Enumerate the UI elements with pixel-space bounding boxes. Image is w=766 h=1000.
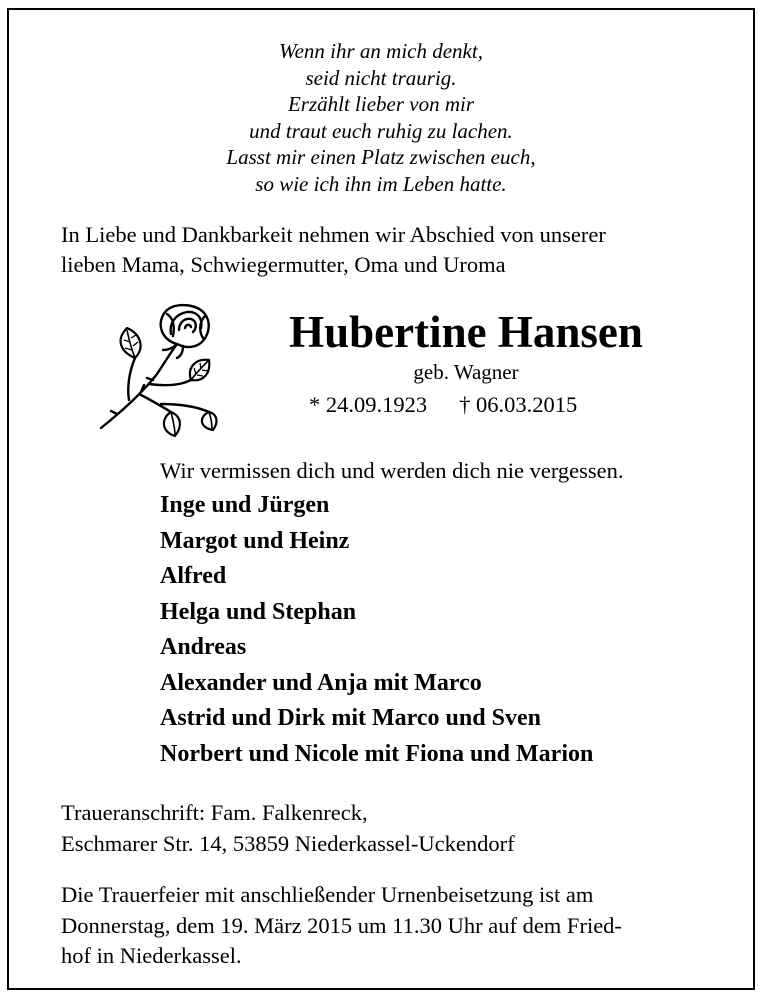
intro-text (61, 220, 606, 280)
obituary-notice (7, 8, 755, 990)
mourners-list (160, 488, 593, 772)
remembrance-line: Wir vermissen dich und werden dich nie vergessen. (160, 458, 624, 483)
mourner-entry: Alfred (160, 563, 227, 589)
mourner-entry: Helga und Stephan (160, 598, 357, 625)
funeral-line: Donnerstag, dem 19. März 2015 um 11.30 Uhr auf dem Fried- (61, 912, 622, 938)
funeral-line: hof in Niederkassel. (61, 943, 242, 968)
intro-line: lieben Mama, Schwiegermutter, Oma und Uroma (61, 252, 506, 277)
poem (9, 38, 753, 197)
mourner-entry: Inge und Jürgen (160, 492, 330, 518)
poem-line: Lasst mir einen Platz zwischen euch, (226, 145, 536, 169)
intro-line: In Liebe und Dankbarkeit nehmen wir Abschied von unserer (61, 222, 606, 247)
address-line: Traueranschrift: Fam. Falkenreck, (61, 800, 368, 825)
deceased-name: Hubertine Hansen (289, 307, 643, 357)
poem-line: seid nicht traurig. (305, 65, 457, 90)
maiden-name: geb. Wagner (413, 360, 519, 384)
rose-icon (91, 300, 221, 440)
death-date: † 06.03.2015 (459, 392, 578, 417)
mourner-entry: Astrid und Dirk mit Marco und Sven (160, 705, 541, 731)
mourning-address (61, 798, 515, 859)
funeral-line: Die Trauerfeier mit anschließender Urnenbeisetzung ist am (61, 882, 594, 907)
poem-line: Erzählt lieber von mir (287, 92, 475, 116)
funeral-details (61, 880, 622, 972)
address-line: Eschmarer Str. 14, 53859 Niederkassel-Uckendorf (61, 830, 515, 856)
mourner-entry: Margot und Heinz (160, 527, 350, 554)
life-dates (309, 390, 577, 420)
mourner-entry: Norbert und Nicole mit Fiona und Marion (160, 740, 594, 767)
poem-line: und traut euch ruhig zu lachen. (249, 118, 513, 143)
mourner-entry: Alexander und Anja mit Marco (160, 669, 482, 696)
birth-date: * 24.09.1923 (309, 392, 428, 417)
mourner-entry: Andreas (160, 634, 247, 660)
poem-line: so wie ich ihn im Leben hatte. (255, 171, 507, 196)
poem-line: Wenn ihr an mich denkt, (279, 39, 483, 63)
